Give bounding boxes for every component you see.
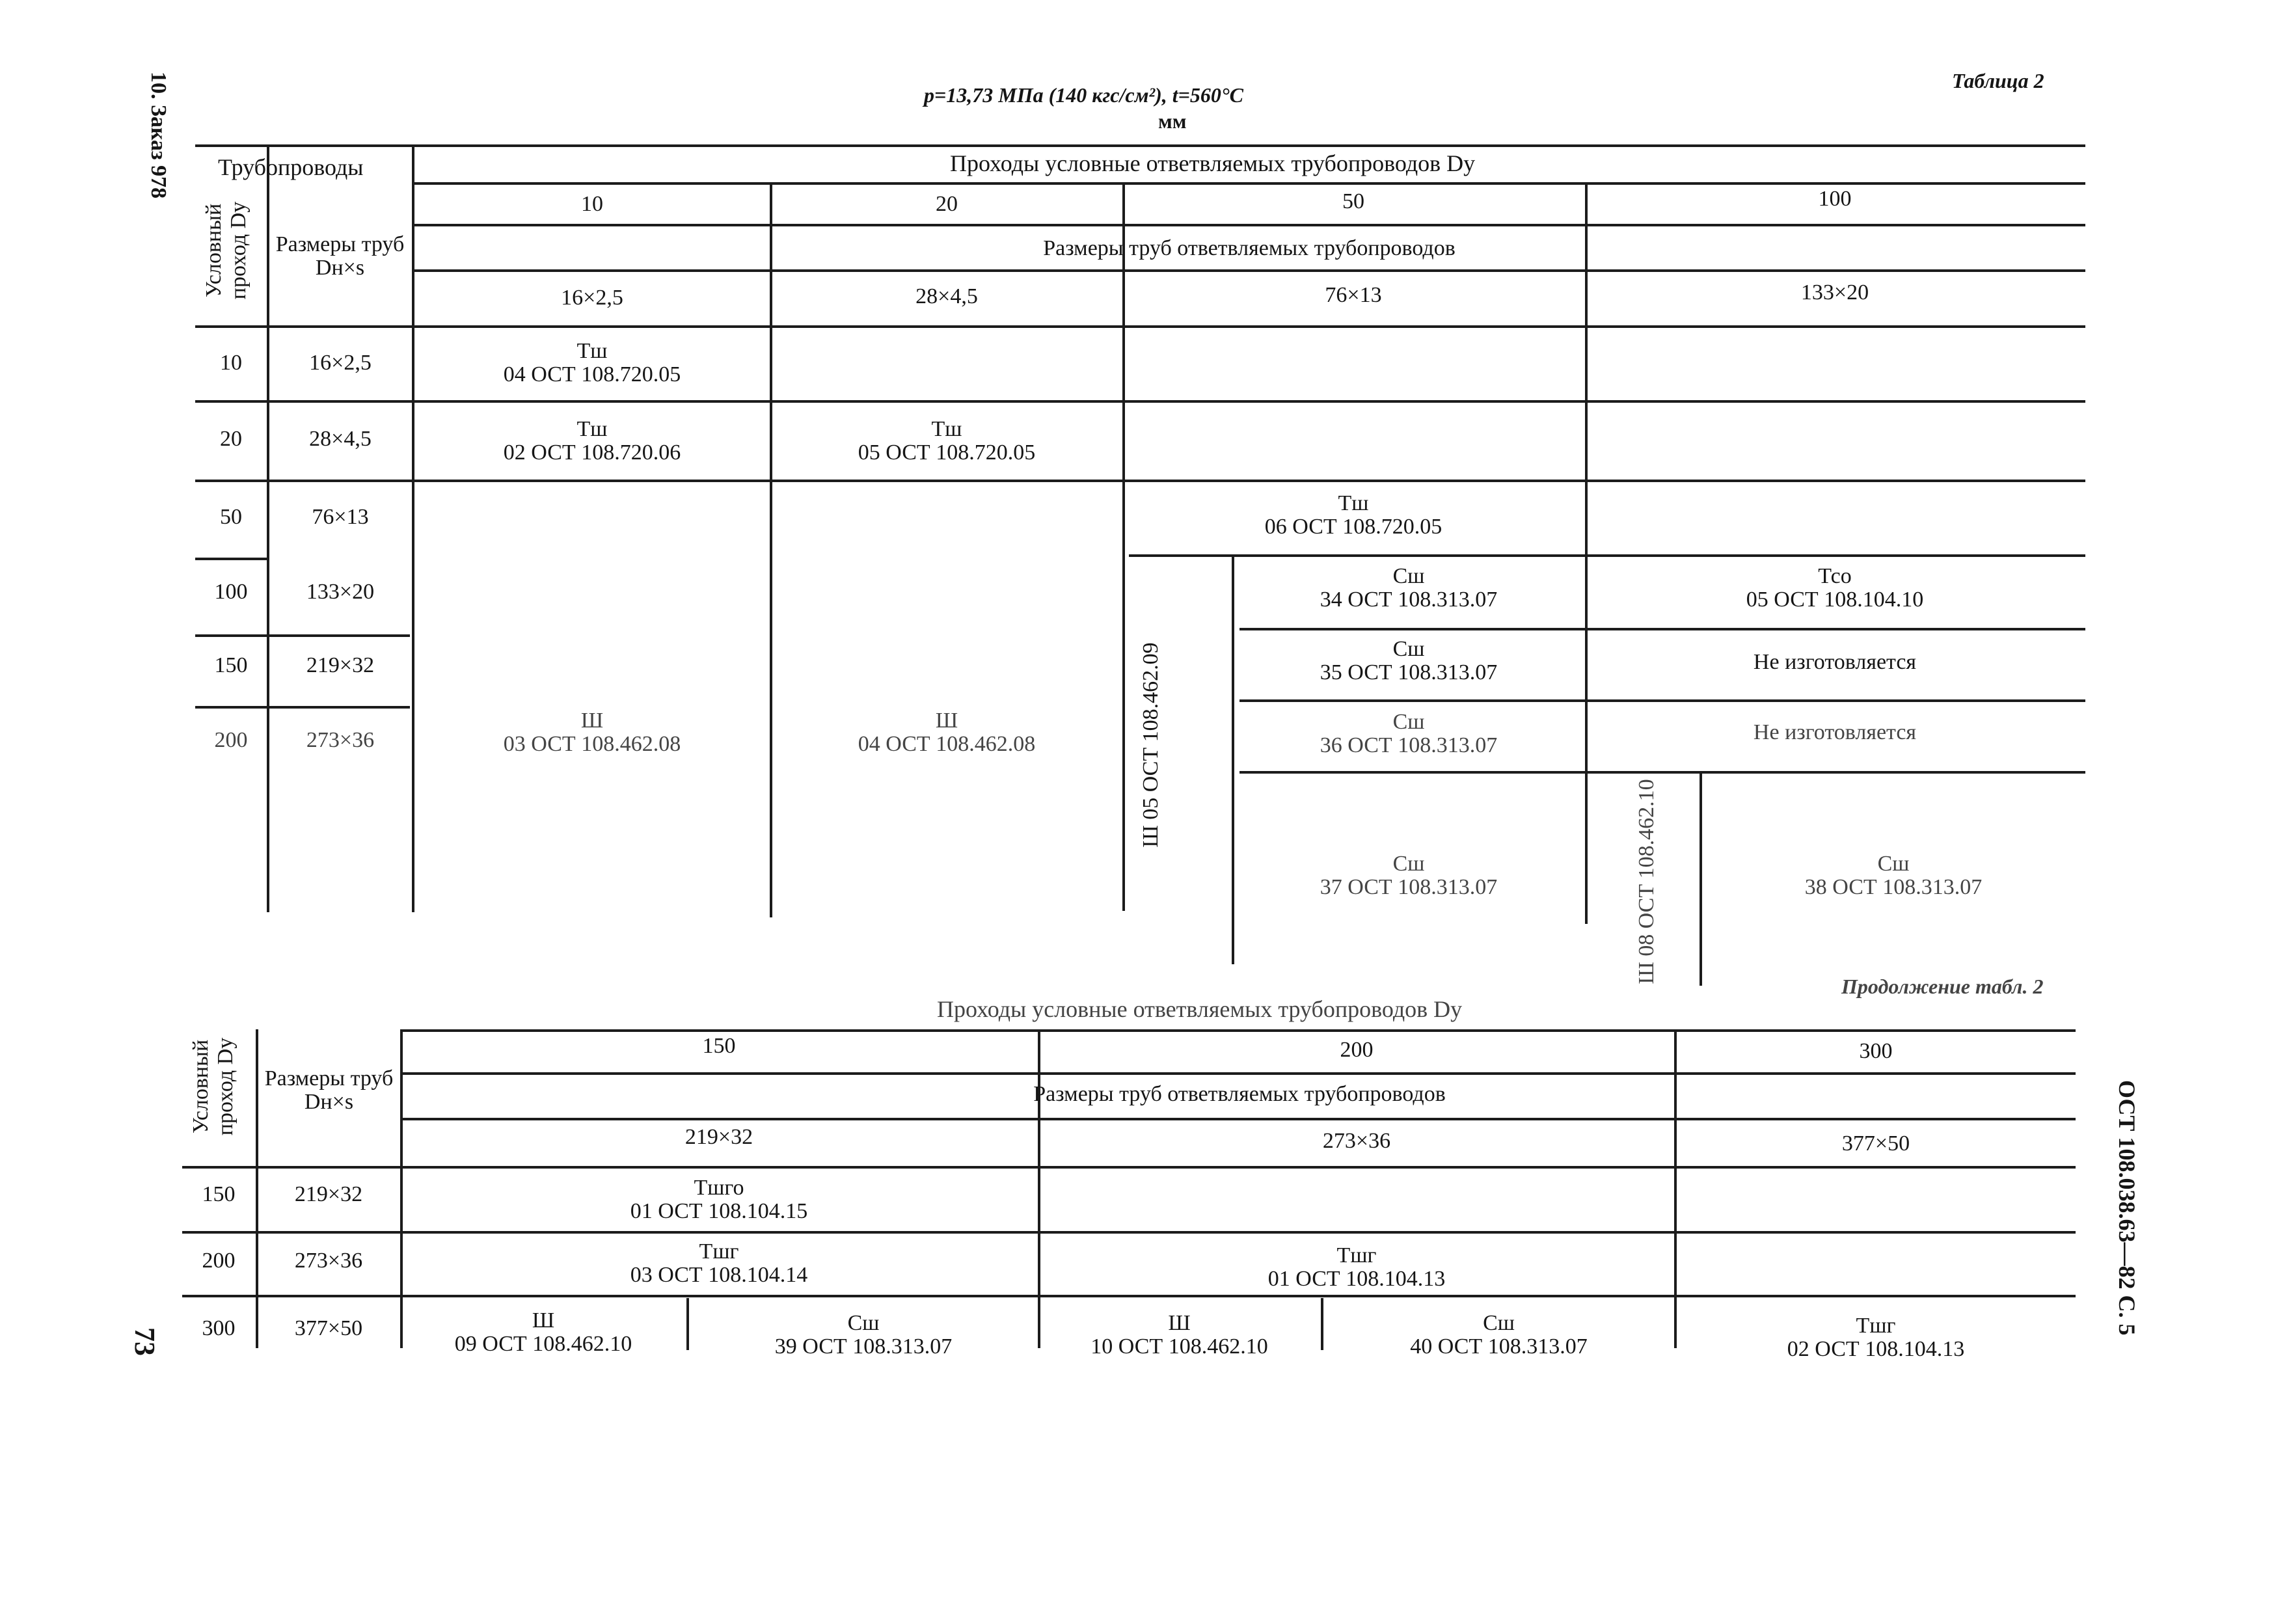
cond-pass-header: Условный проход Dу: [202, 201, 251, 300]
row-size: 219×32: [306, 653, 375, 677]
dy-100: 100: [1818, 187, 1852, 211]
branch-title-2: Проходы условные ответвляемых трубопроводов Dу: [937, 996, 1463, 1022]
row-dy: 10: [220, 351, 242, 375]
cell-r150c50: Сш 35 ОСТ 108.313.07: [1320, 637, 1498, 684]
pipe2-273: 273×36: [1322, 1129, 1391, 1153]
row2-size: 273×36: [294, 1249, 363, 1273]
cell2-r300c: Ш 10 ОСТ 108.462.10: [1090, 1311, 1268, 1359]
cell-last100: Сш 38 ОСТ 108.313.07: [1804, 852, 1983, 899]
pipe2-219: 219×32: [684, 1125, 753, 1149]
row-size: 76×13: [312, 505, 369, 529]
cell2-r300a: Ш 09 ОСТ 108.462.10: [454, 1308, 632, 1356]
cell-last50: Сш 37 ОСТ 108.313.07: [1320, 852, 1498, 899]
cell-r200c50: Сш 36 ОСТ 108.313.07: [1320, 710, 1498, 757]
cell-r200c100: Не изготовляется: [1753, 720, 1917, 744]
row-size: 28×4,5: [309, 427, 372, 451]
unit-label: мм: [1158, 109, 1187, 133]
condition-line: p=13,73 МПа (140 кгс/см²), t=560°С: [924, 83, 1243, 107]
row-dy: 150: [214, 653, 248, 677]
cell-r10c10: Тш 04 ОСТ 108.720.05: [503, 339, 681, 386]
cell-big20: Ш 04 ОСТ 108.462.08: [858, 709, 1036, 756]
table-label: Таблица 2: [1952, 69, 2044, 92]
row-dy: 50: [220, 505, 242, 529]
cell2-r150c150: Тшго 01 ОСТ 108.104.15: [630, 1176, 808, 1223]
branch-sizes-title-2: Размеры труб ответвляемых трубопроводов: [1033, 1082, 1446, 1106]
row2-dy: 150: [202, 1182, 236, 1206]
cell-r150c100: Не изготовляется: [1753, 650, 1917, 674]
dy-20: 20: [936, 192, 958, 216]
cell2-r200c200: Тшг 01 ОСТ 108.104.13: [1267, 1243, 1446, 1291]
pipe-28: 28×4,5: [915, 284, 978, 308]
branch-sizes-title: Размеры труб ответвляемых трубопроводов: [1043, 236, 1456, 260]
row2-dy: 200: [202, 1249, 236, 1273]
cell2-r300d: Сш 40 ОСТ 108.313.07: [1410, 1311, 1588, 1359]
row-size: 273×36: [306, 728, 375, 752]
dy2-200: 200: [1340, 1038, 1374, 1062]
continuation-label: Продолжение табл. 2: [1841, 975, 2044, 998]
pipe-133: 133×20: [1800, 280, 1869, 304]
row2-dy: 300: [202, 1316, 236, 1340]
cell-r20c20: Тш 05 ОСТ 108.720.05: [858, 417, 1036, 465]
row2-size: 219×32: [294, 1182, 363, 1206]
dy2-300: 300: [1859, 1039, 1893, 1063]
cell-r20c10: Тш 02 ОСТ 108.720.06: [503, 417, 681, 465]
cell2-r200c150: Тшг 03 ОСТ 108.104.14: [630, 1239, 808, 1287]
order-note: 10. Заказ 978: [146, 72, 170, 199]
cell2-r300b: Сш 39 ОСТ 108.313.07: [774, 1311, 953, 1359]
cell-r100c50: Сш 34 ОСТ 108.313.07: [1320, 564, 1498, 612]
doc-code: ОСТ 108.038.63—82 С. 5: [2114, 1080, 2140, 1336]
cell-r50c50: Тш 06 ОСТ 108.720.05: [1264, 491, 1442, 539]
pipe2-377: 377×50: [1841, 1131, 1910, 1156]
pipe-76: 76×13: [1325, 283, 1382, 307]
dy-10: 10: [581, 192, 603, 216]
cell-r100c100: Тсо 05 ОСТ 108.104.10: [1746, 564, 1924, 612]
row-size: 133×20: [306, 580, 375, 604]
pipe-16: 16×2,5: [561, 286, 623, 310]
row-size: 16×2,5: [309, 351, 372, 375]
cell-vert100: Ш 08 ОСТ 108.462.10: [1634, 779, 1659, 984]
cell-big10: Ш 03 ОСТ 108.462.08: [503, 709, 681, 756]
row2-size: 377×50: [294, 1316, 363, 1340]
cell2-r300e: Тшг 02 ОСТ 108.104.13: [1787, 1314, 1965, 1361]
sizes-header: Размеры труб Dн×s: [275, 232, 405, 280]
pipelines-header: Трубопроводы: [218, 154, 364, 180]
dy2-150: 150: [702, 1034, 736, 1058]
dy-50: 50: [1342, 189, 1364, 213]
sizes-header-2: Размеры труб Dн×s: [264, 1066, 394, 1114]
page-number: 73: [129, 1327, 161, 1356]
cell-vert50: Ш 05 ОСТ 108.462.09: [1139, 642, 1163, 848]
row-dy: 100: [214, 580, 248, 604]
branch-title: Проходы условные ответвляемых трубопроводов Dу: [950, 150, 1476, 176]
row-dy: 200: [214, 728, 248, 752]
cond-pass-header-2: Условный проход Dу: [189, 1037, 237, 1136]
row-dy: 20: [220, 427, 242, 451]
